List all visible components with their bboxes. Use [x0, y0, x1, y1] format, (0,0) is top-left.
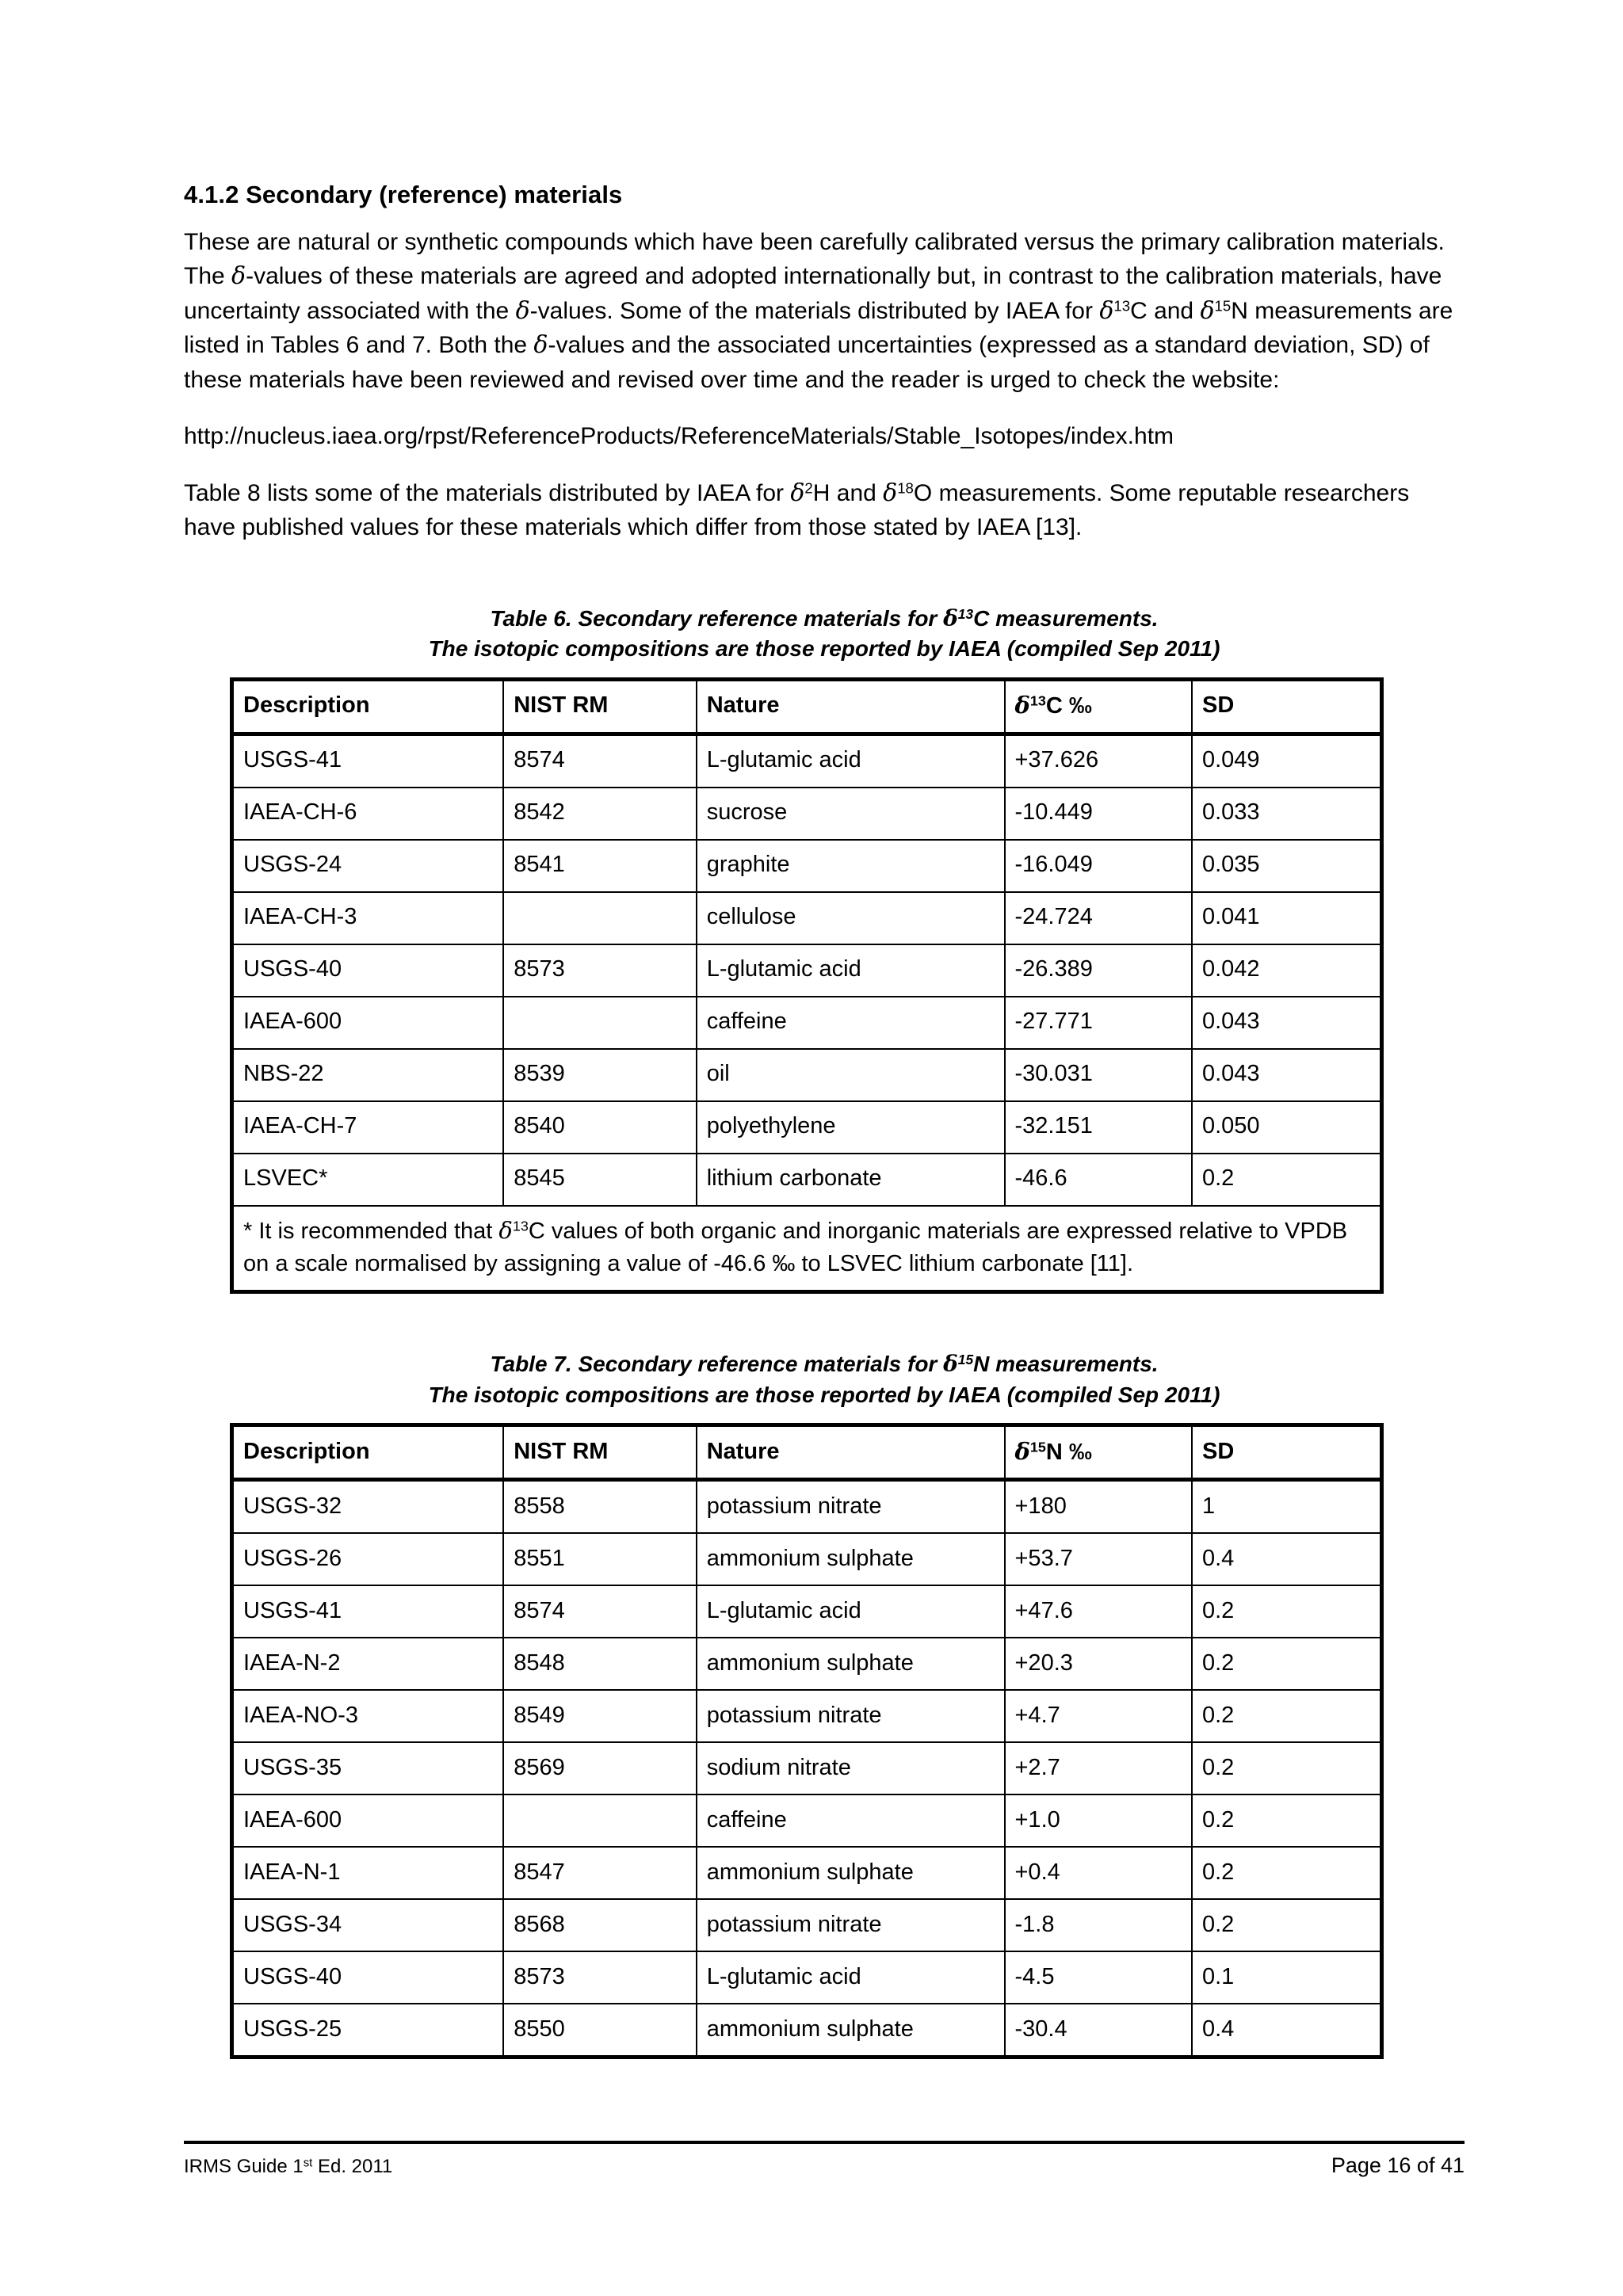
paragraph-text-2: -values of these materials are agreed and adopted internationally but, in contrast to the calibration materials, have uncertainty associated with the	[184, 263, 1442, 324]
cell-nature: potassium nitrate	[697, 1690, 1005, 1742]
footer-document-label	[184, 2156, 392, 2178]
superscript-13: 13	[1029, 693, 1046, 710]
column-header-nature: Nature	[697, 679, 1005, 734]
cell-description: USGS-26	[232, 1533, 504, 1585]
cell-sd: 0.2	[1192, 1638, 1382, 1690]
cell-nature: caffeine	[697, 1794, 1005, 1847]
delta-symbol: δ	[533, 331, 548, 360]
cell-sd: 0.4	[1192, 2004, 1382, 2058]
cell-nist-rm: 8545	[503, 1154, 697, 1206]
cell-nist-rm	[503, 997, 697, 1049]
footer-page-number: Page 16 of 41	[1331, 2153, 1465, 2177]
column-header-description: Description	[232, 1425, 504, 1480]
table-row	[232, 1638, 1382, 1690]
paragraph2-text-2: H and	[812, 479, 884, 506]
table-row	[232, 1690, 1382, 1742]
table7-caption-line1	[184, 1349, 1465, 1380]
column-header-delta-value	[1005, 679, 1192, 734]
footnote-text-1: * It is recommended that	[243, 1218, 499, 1244]
cell-delta-value: +4.7	[1005, 1690, 1192, 1742]
footer-divider	[184, 2141, 1465, 2144]
table-row	[232, 1585, 1382, 1638]
superscript-15: 15	[1214, 296, 1232, 314]
delta-symbol: δ	[790, 479, 805, 507]
cell-delta-value: +20.3	[1005, 1638, 1192, 1690]
cell-nist-rm: 8573	[503, 1951, 697, 2004]
cell-description: IAEA-N-1	[232, 1847, 504, 1899]
table7-header	[232, 1425, 1382, 1480]
paragraph-text-6: -values and the associated uncertainties (expressed as a standard deviation, SD) of these materials have been reviewed and revised over time and the reader is urged to check the website:	[184, 332, 1430, 393]
cell-description: IAEA-CH-3	[232, 892, 504, 944]
cell-sd: 0.2	[1192, 1742, 1382, 1794]
table-row	[232, 734, 1382, 788]
table-row	[232, 2004, 1382, 2058]
cell-delta-value: +37.626	[1005, 734, 1192, 788]
paragraph2-text-3: O measurements. Some reputable researchers have published values for these materials which differ from those stated by IAEA [13].	[184, 479, 1410, 541]
table-row	[232, 1533, 1382, 1585]
cell-sd: 1	[1192, 1480, 1382, 1534]
delta-symbol: δ	[943, 605, 958, 631]
cell-sd: 0.041	[1192, 892, 1382, 944]
cell-description: USGS-24	[232, 840, 504, 892]
cell-description: USGS-35	[232, 1742, 504, 1794]
iaea-reference-url[interactable]: http://nucleus.iaea.org/rpst/ReferenceProducts/ReferenceMaterials/Stable_Isotopes/index.htm	[184, 423, 1174, 450]
table8-paragraph	[184, 476, 1465, 545]
cell-delta-value: +47.6	[1005, 1585, 1192, 1638]
paragraph2-text-1: Table 8 lists some of the materials distributed by IAEA for	[184, 479, 791, 506]
cell-nist-rm: 8550	[503, 2004, 697, 2058]
delta-symbol: δ	[231, 262, 246, 291]
cell-nature: sucrose	[697, 788, 1005, 840]
cell-sd: 0.4	[1192, 1533, 1382, 1585]
cell-sd: 0.2	[1192, 1899, 1382, 1951]
paragraph-text-5: N measurements are listed in Tables 6 and 7. Both the	[184, 297, 1453, 359]
cell-description: NBS-22	[232, 1049, 504, 1101]
cell-sd: 0.049	[1192, 734, 1382, 788]
cell-nist-rm: 8549	[503, 1690, 697, 1742]
table-row	[232, 944, 1382, 997]
cell-delta-value: -1.8	[1005, 1899, 1192, 1951]
table7-body	[232, 1480, 1382, 2058]
page-title: 4.1.2 Secondary (reference) materials	[184, 181, 623, 208]
table7-caption-text-2: N measurements.	[973, 1352, 1159, 1377]
cell-nist-rm	[503, 892, 697, 944]
table6-caption-line2: The isotopic compositions are those reported by IAEA (compiled Sep 2011)	[428, 636, 1220, 662]
table7-caption	[184, 1349, 1465, 1410]
table-row	[232, 1847, 1382, 1899]
cell-nature: oil	[697, 1049, 1005, 1101]
cell-nature: lithium carbonate	[697, 1154, 1005, 1206]
superscript-2: 2	[804, 479, 813, 496]
spacer	[184, 1294, 1465, 1349]
cell-nature: ammonium sulphate	[697, 1533, 1005, 1585]
cell-nature: L-glutamic acid	[697, 1585, 1005, 1638]
cell-description: USGS-40	[232, 944, 504, 997]
footer-row	[184, 2153, 1465, 2178]
cell-nature: sodium nitrate	[697, 1742, 1005, 1794]
page-footer	[184, 2141, 1465, 2178]
table6-footnote	[232, 1206, 1382, 1292]
cell-nist-rm: 8568	[503, 1899, 697, 1951]
cell-nist-rm	[503, 1794, 697, 1847]
table6-caption	[184, 604, 1465, 665]
column-header-nature: Nature	[697, 1425, 1005, 1480]
table7-secondary-reference-materials-n15	[230, 1423, 1384, 2059]
paragraph-text-3: -values. Some of the materials distributed by IAEA for	[529, 297, 1100, 324]
cell-nist-rm: 8574	[503, 734, 697, 788]
table6-header	[232, 679, 1382, 734]
cell-nature: potassium nitrate	[697, 1899, 1005, 1951]
cell-description: USGS-41	[232, 1585, 504, 1638]
superscript-18: 18	[897, 479, 914, 496]
column-header-delta-unit: C ‰	[1045, 693, 1092, 719]
table6-body	[232, 734, 1382, 1206]
table-row	[232, 1794, 1382, 1847]
cell-delta-value: -46.6	[1005, 1154, 1192, 1206]
column-header-delta-unit: N ‰	[1045, 1439, 1092, 1465]
table6-footnote-cell	[232, 1206, 1382, 1292]
cell-delta-value: -30.4	[1005, 2004, 1192, 2058]
column-header-nist-rm: NIST RM	[503, 679, 697, 734]
cell-nature: ammonium sulphate	[697, 1638, 1005, 1690]
cell-nature: L-glutamic acid	[697, 1951, 1005, 2004]
cell-nature: graphite	[697, 840, 1005, 892]
cell-delta-value: -10.449	[1005, 788, 1192, 840]
cell-nist-rm: 8540	[503, 1101, 697, 1154]
table-footnote-row	[232, 1206, 1382, 1292]
delta-symbol: δ	[498, 1216, 513, 1244]
cell-description: IAEA-NO-3	[232, 1690, 504, 1742]
table-row	[232, 1049, 1382, 1101]
superscript-13: 13	[1113, 296, 1131, 314]
superscript-st: st	[303, 2157, 313, 2170]
superscript-15: 15	[957, 1352, 974, 1368]
superscript-13: 13	[957, 605, 974, 622]
cell-delta-value: -30.031	[1005, 1049, 1192, 1101]
footnote-text-2: C values of both organic and inorganic materials are expressed relative to VPDB on a scale normalised by assigning a value of -46.6 ‰ to LSVEC lithium carbonate [11].	[243, 1218, 1348, 1277]
cell-delta-value: +53.7	[1005, 1533, 1192, 1585]
intro-paragraph	[184, 225, 1465, 398]
table6-secondary-reference-materials-c13	[230, 677, 1384, 1294]
cell-sd: 0.050	[1192, 1101, 1382, 1154]
table-row	[232, 1742, 1382, 1794]
cell-description: USGS-40	[232, 1951, 504, 2004]
delta-symbol: δ	[1200, 296, 1215, 325]
cell-description: USGS-34	[232, 1899, 504, 1951]
cell-delta-value: +0.4	[1005, 1847, 1192, 1899]
spacer	[184, 567, 1465, 604]
cell-nature: cellulose	[697, 892, 1005, 944]
cell-sd: 0.2	[1192, 1585, 1382, 1638]
cell-description: IAEA-N-2	[232, 1638, 504, 1690]
delta-symbol: δ	[1014, 1437, 1030, 1465]
cell-delta-value: -32.151	[1005, 1101, 1192, 1154]
cell-delta-value: -27.771	[1005, 997, 1192, 1049]
delta-symbol: δ	[943, 1351, 958, 1378]
cell-nist-rm: 8539	[503, 1049, 697, 1101]
cell-delta-value: -24.724	[1005, 892, 1192, 944]
footer-text-2: Ed. 2011	[312, 2156, 393, 2177]
cell-sd: 0.2	[1192, 1690, 1382, 1742]
table7-caption-text-1: Table 7. Secondary reference materials for	[490, 1352, 944, 1377]
cell-nature: L-glutamic acid	[697, 944, 1005, 997]
cell-delta-value: +2.7	[1005, 1742, 1192, 1794]
cell-nist-rm: 8548	[503, 1638, 697, 1690]
cell-nist-rm: 8547	[503, 1847, 697, 1899]
cell-delta-value: -16.049	[1005, 840, 1192, 892]
cell-sd: 0.1	[1192, 1951, 1382, 2004]
table-row	[232, 1480, 1382, 1534]
table6-caption-line1	[184, 604, 1465, 635]
cell-nist-rm: 8551	[503, 1533, 697, 1585]
cell-description: USGS-25	[232, 2004, 504, 2058]
cell-nature: ammonium sulphate	[697, 2004, 1005, 2058]
page-content	[184, 181, 1465, 2059]
table-row	[232, 1951, 1382, 2004]
cell-sd: 0.2	[1192, 1794, 1382, 1847]
column-header-description: Description	[232, 679, 504, 734]
table-row	[232, 1154, 1382, 1206]
delta-symbol: δ	[1099, 296, 1114, 325]
column-header-nist-rm: NIST RM	[503, 1425, 697, 1480]
delta-symbol: δ	[1014, 692, 1030, 719]
paragraph-text-1: These are natural or synthetic compounds which have been carefully calibrated versus the primary calibration materials. The	[184, 228, 1445, 290]
cell-delta-value: +1.0	[1005, 1794, 1192, 1847]
cell-sd: 0.035	[1192, 840, 1382, 892]
cell-delta-value: -26.389	[1005, 944, 1192, 997]
footer-text-1: IRMS Guide 1	[184, 2156, 304, 2177]
table-header-row	[232, 1425, 1382, 1480]
cell-nature: caffeine	[697, 997, 1005, 1049]
cell-nist-rm: 8558	[503, 1480, 697, 1534]
cell-sd: 0.043	[1192, 997, 1382, 1049]
table-row	[232, 1899, 1382, 1951]
table-header-row	[232, 679, 1382, 734]
column-header-sd: SD	[1192, 679, 1382, 734]
table-row	[232, 892, 1382, 944]
column-header-delta-value	[1005, 1425, 1192, 1480]
cell-sd: 0.2	[1192, 1154, 1382, 1206]
delta-symbol: δ	[515, 296, 530, 325]
superscript-13: 13	[512, 1218, 529, 1234]
column-header-sd: SD	[1192, 1425, 1382, 1480]
cell-nist-rm: 8569	[503, 1742, 697, 1794]
table-row	[232, 1101, 1382, 1154]
paragraph-text-4: C and	[1130, 297, 1201, 324]
cell-description: USGS-41	[232, 734, 504, 788]
cell-nist-rm: 8541	[503, 840, 697, 892]
cell-description: IAEA-600	[232, 997, 504, 1049]
cell-sd: 0.2	[1192, 1847, 1382, 1899]
cell-nature: L-glutamic acid	[697, 734, 1005, 788]
cell-description: IAEA-CH-7	[232, 1101, 504, 1154]
cell-description: LSVEC*	[232, 1154, 504, 1206]
cell-nist-rm: 8574	[503, 1585, 697, 1638]
table-row	[232, 840, 1382, 892]
table6-caption-text-2: C measurements.	[973, 605, 1159, 631]
delta-symbol: δ	[883, 479, 898, 507]
table-row	[232, 997, 1382, 1049]
cell-nist-rm: 8573	[503, 944, 697, 997]
cell-delta-value: -4.5	[1005, 1951, 1192, 2004]
cell-nature: ammonium sulphate	[697, 1847, 1005, 1899]
superscript-15: 15	[1029, 1439, 1046, 1455]
cell-description: USGS-32	[232, 1480, 504, 1534]
cell-description: IAEA-600	[232, 1794, 504, 1847]
cell-delta-value: +180	[1005, 1480, 1192, 1534]
cell-nature: potassium nitrate	[697, 1480, 1005, 1534]
cell-sd: 0.042	[1192, 944, 1382, 997]
cell-nist-rm: 8542	[503, 788, 697, 840]
cell-description: IAEA-CH-6	[232, 788, 504, 840]
cell-sd: 0.043	[1192, 1049, 1382, 1101]
table6-caption-text-1: Table 6. Secondary reference materials for	[490, 605, 944, 631]
table-row	[232, 788, 1382, 840]
cell-nature: polyethylene	[697, 1101, 1005, 1154]
table7-caption-line2: The isotopic compositions are those reported by IAEA (compiled Sep 2011)	[428, 1382, 1220, 1407]
cell-sd: 0.033	[1192, 788, 1382, 840]
